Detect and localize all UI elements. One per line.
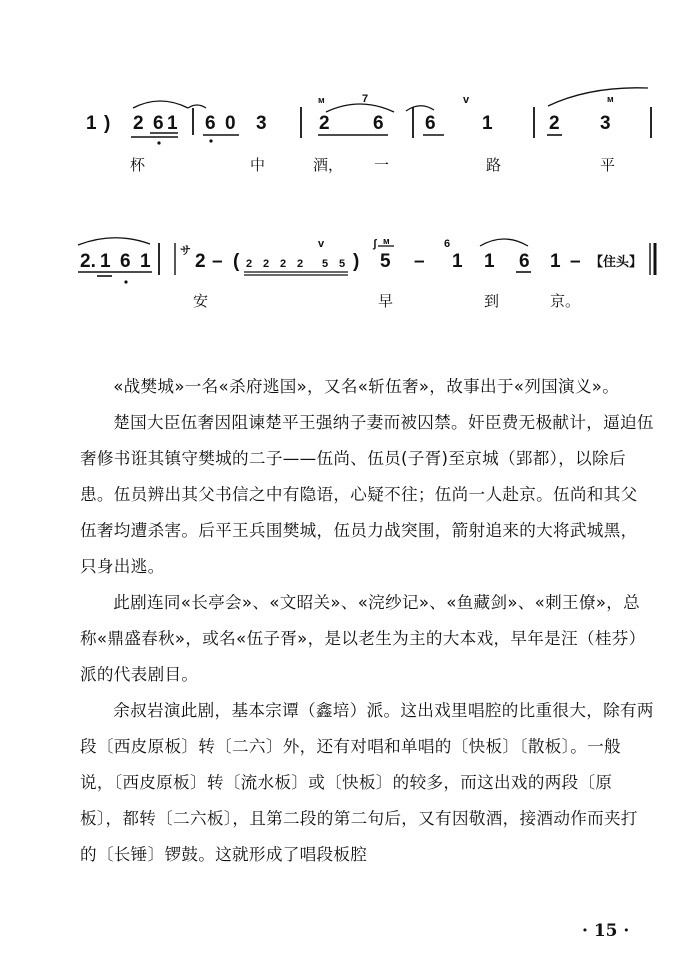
score-line-1 [86, 88, 651, 174]
note: 6 [205, 113, 216, 134]
note: 5 [380, 251, 391, 272]
note: 2 [133, 113, 144, 134]
note: 3 [256, 113, 267, 134]
lyric: 酒， [313, 156, 344, 174]
note: 1 [167, 113, 178, 134]
paragraph: 余叔岩演此剧，基本宗谭（鑫培）派。这出戏里唱腔的比重很大，除有两段〔西皮原板〕转〔二六〕外，还有对唱和单唱的〔快板〕〔散板〕。一般说，〔西皮原板〕转〔流水板〕或〔快板〕的较多，而这出戏的两段〔原板〕，都转〔二六板〕，且第二段的第二句后，又有因敬酒，接酒动作而夹打的〔长锤〕锣鼓。这就形成了唱段板腔 [80, 701, 654, 864]
note: 0 [225, 113, 236, 134]
music-score [0, 0, 690, 340]
note-small: 2 [263, 258, 270, 270]
note: 3 [600, 113, 611, 134]
lyric: 杯 [130, 156, 146, 174]
note: 6 [373, 113, 384, 134]
note: 1 [452, 251, 463, 272]
note: 1 [100, 251, 111, 272]
paren: ) [353, 251, 360, 272]
note: 2 [195, 251, 206, 272]
lyric: 路 [486, 156, 502, 174]
grace-note: 7 [362, 93, 369, 105]
note-small: 5 [339, 258, 346, 270]
lyric: 安 [193, 292, 209, 310]
note: 1 [482, 113, 493, 134]
breath-mark: v [463, 94, 470, 106]
paren: ( [233, 251, 240, 272]
rhythm-mark: サ [180, 245, 191, 257]
note: 6 [519, 251, 530, 272]
grace-note: ʃ [373, 238, 377, 250]
mordent-mark: ᴍ [383, 236, 390, 246]
lyric: 早 [378, 292, 394, 310]
dash: – [212, 251, 223, 272]
mordent-mark: ᴍ [318, 95, 325, 105]
note-small: 5 [322, 258, 329, 270]
paragraph: «战樊城»一名«杀府逃国»，又名«斩伍奢»，故事出于«列国演义»。 [113, 377, 620, 396]
score-line-2 [78, 236, 655, 310]
note-small: 2 [297, 258, 304, 270]
breath-mark: v [318, 238, 325, 250]
note: 2. [80, 251, 96, 272]
note: 1 [550, 251, 561, 272]
dash: – [414, 251, 425, 272]
stage-direction: 【住头】 [590, 255, 643, 270]
grace-note: 6 [444, 238, 451, 250]
line1-bracket: ) [104, 113, 111, 134]
body-text [80, 369, 654, 873]
lyric: 一 [374, 156, 390, 174]
note: 6 [153, 113, 164, 134]
note: 2 [319, 113, 330, 134]
lyric: 京。 [550, 292, 581, 310]
note: 6 [120, 251, 131, 272]
lyric: 平 [600, 156, 616, 174]
dash: – [570, 251, 581, 272]
note: 1 [140, 251, 151, 272]
paragraph: 此剧连同«长亭会»、«文昭关»、«浣纱记»、«鱼藏剑»、«刺王僚»，总称«鼎盛春秋»，或名«伍子胥»，是以老生为主的大本戏，早年是汪（桂芬）派的代表剧目。 [80, 593, 646, 684]
line1-lead: 1 [86, 113, 97, 134]
mordent-mark: ᴍ [607, 94, 614, 104]
note-small: 2 [246, 258, 253, 270]
page-number: · 15 · [582, 921, 630, 941]
lyric: 中 [250, 156, 266, 174]
lyric: 到 [484, 292, 500, 310]
note: 2 [549, 113, 560, 134]
note: 6 [425, 113, 436, 134]
note: 1 [484, 251, 495, 272]
paragraph: 楚国大臣伍奢因阻谏楚平王强纳子妻而被囚禁。奸臣费无极献计，逼迫伍奢修书诳其镇守樊城的二子——伍尚、伍员(子胥)至京城（郢都），以除后患。伍员辨出其父书信之中有隐语，心疑不往；伍尚一人赴京。伍尚和其父伍奢均遭杀害。后平王兵围樊城，伍员力战突围，箭射追来的大将武城黑，只身出逃。 [80, 413, 654, 576]
note-small: 2 [280, 258, 287, 270]
